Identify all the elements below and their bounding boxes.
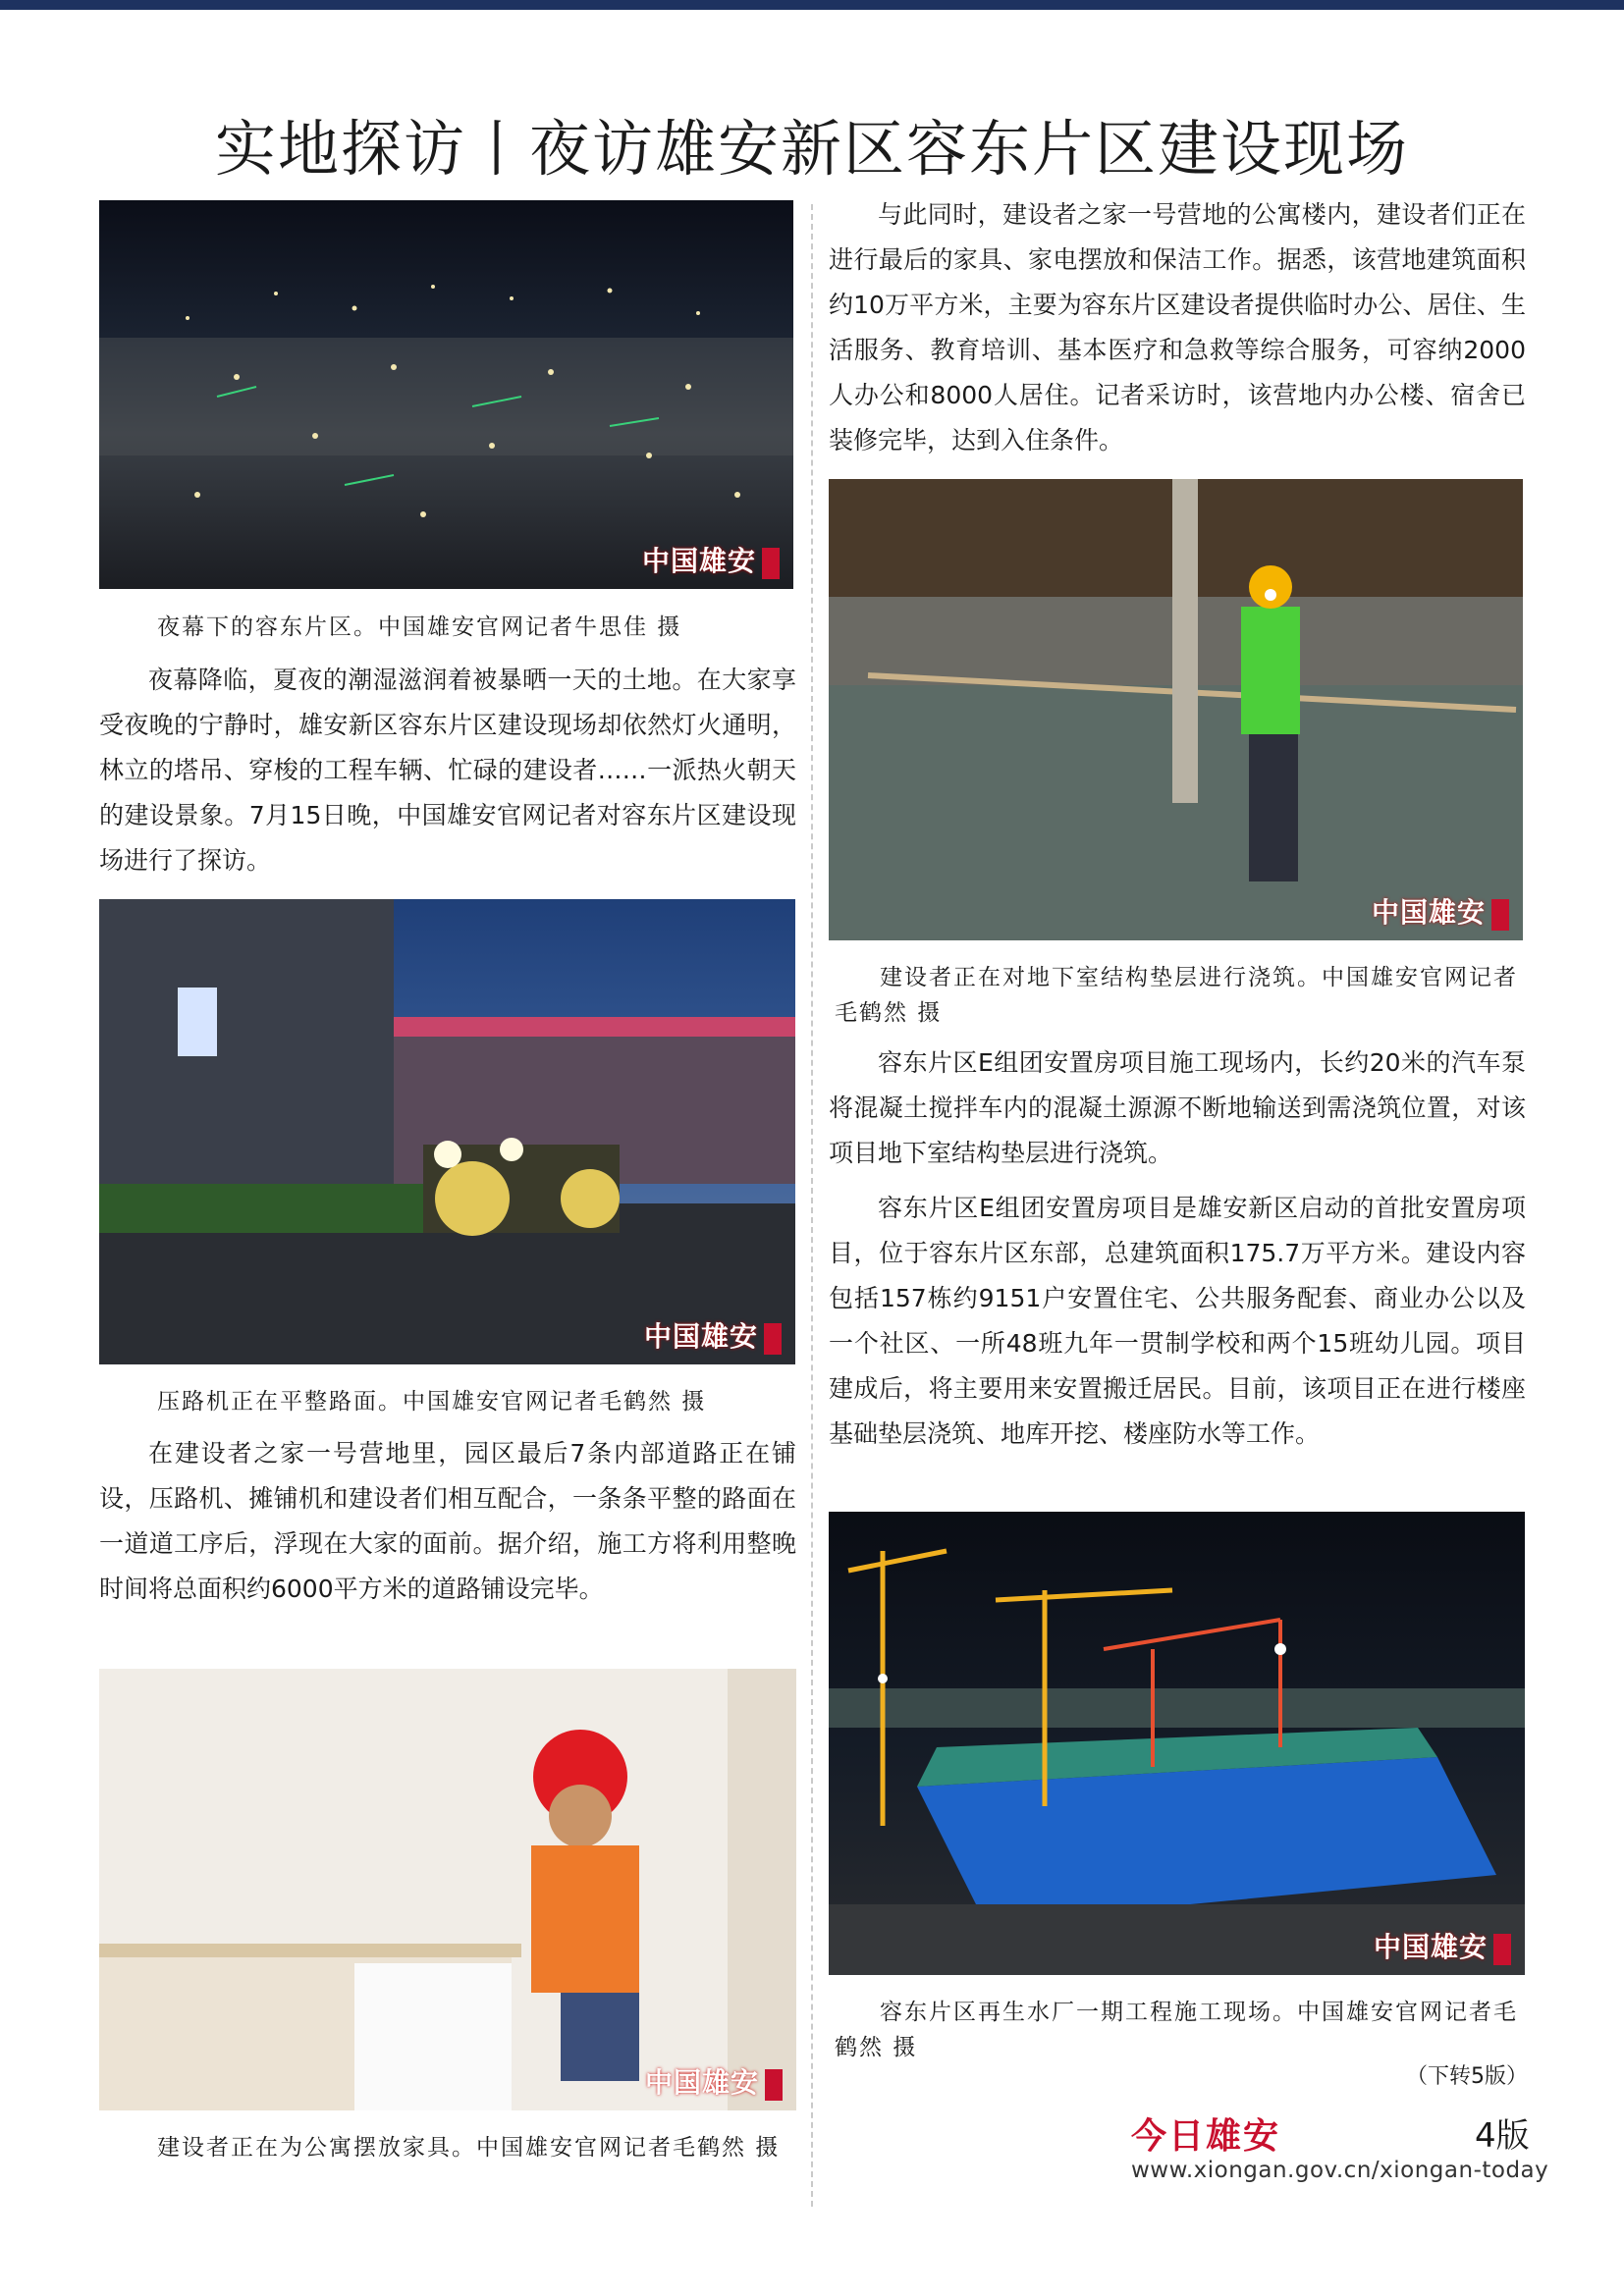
photo-caption: 容东片区再生水厂一期工程施工现场。中国雄安官网记者毛鹤然 摄 [835, 2000, 1518, 2060]
paragraph: 在建设者之家一号营地里，园区最后7条内部道路正在铺设，压路机、摊铺机和建设者们相互配合，一条条平整的路面在一道道工序后，浮现在大家的面前。据介绍，施工方将利用整晚时间将总面积约6000平方米的道路铺设完毕。 [99, 1439, 796, 1603]
photo-worker-furniture [99, 1669, 796, 2110]
photo-concrete-pouring [829, 479, 1523, 940]
publication-brand: 今日雄安 [1131, 2115, 1281, 2157]
watermark-logo: 中国雄安 [1372, 891, 1509, 931]
watermark-logo: 中国雄安 [1374, 1926, 1511, 1965]
photo-caption: 建设者正在对地下室结构垫层进行浇筑。中国雄安官网记者毛鹤然 摄 [835, 965, 1518, 1026]
watermark-logo: 中国雄安 [645, 2061, 783, 2101]
watermark-logo: 中国雄安 [644, 1315, 782, 1355]
photo-caption: 夜幕下的容东片区。中国雄安官网记者牛思佳 摄 [157, 614, 682, 640]
paragraph: 夜幕降临，夏夜的潮湿滋润着被暴晒一天的土地。在大家享受夜晚的宁静时，雄安新区容东片区建设现场却依然灯火通明，林立的塔吊、穿梭的工程车辆、忙碌的建设者……一派热火朝天的建设景象。7月15日晚，中国雄安官网记者对容东片区建设现场进行了探访。 [99, 666, 796, 875]
watermark-logo: 中国雄安 [642, 540, 780, 579]
photo-night-aerial [99, 200, 793, 589]
page-title: 实地探访丨夜访雄安新区容东片区建设现场 [214, 112, 1409, 185]
page-number: 4版 [1475, 2116, 1530, 2156]
photo-water-plant [829, 1512, 1525, 1975]
top-accent-bar [0, 0, 1624, 10]
footer-url[interactable]: www.xiongan.gov.cn/xiongan-today [1131, 2158, 1549, 2183]
continue-note: （下转5版） [1406, 2064, 1528, 2089]
photo-caption: 压路机正在平整路面。中国雄安官网记者毛鹤然 摄 [157, 1389, 707, 1415]
photo-road-roller [99, 899, 795, 1364]
paragraph: 与此同时，建设者之家一号营地的公寓楼内，建设者们正在进行最后的家具、家电摆放和保洁工作。据悉，该营地建筑面积约10万平方米，主要为容东片区建设者提供临时办公、居住、生活服务、教育培训、基本医疗和急救等综合服务，可容纳2000人办公和8000人居住。记者采访时，该营地内办公楼、宿舍已装修完毕，达到入住条件。 [829, 200, 1526, 454]
column-divider [811, 204, 813, 2207]
photo-caption: 建设者正在为公寓摆放家具。中国雄安官网记者毛鹤然 摄 [157, 2135, 781, 2161]
paragraph: 容东片区E组团安置房项目施工现场内，长约20米的汽车泵将混凝土搅拌车内的混凝土源源不断地输送到需浇筑位置，对该项目地下室结构垫层进行浇筑。 [829, 1048, 1526, 1167]
paragraph: 容东片区E组团安置房项目是雄安新区启动的首批安置房项目，位于容东片区东部，总建筑面积175.7万平方米。建设内容包括157栋约9151户安置住宅、公共服务配套、商业办公以及一个社区、一所48班九年一贯制学校和两个15班幼儿园。项目建成后，将主要用来安置搬迁居民。目前，该项目正在进行楼座基础垫层浇筑、地库开挖、楼座防水等工作。 [829, 1194, 1526, 1448]
